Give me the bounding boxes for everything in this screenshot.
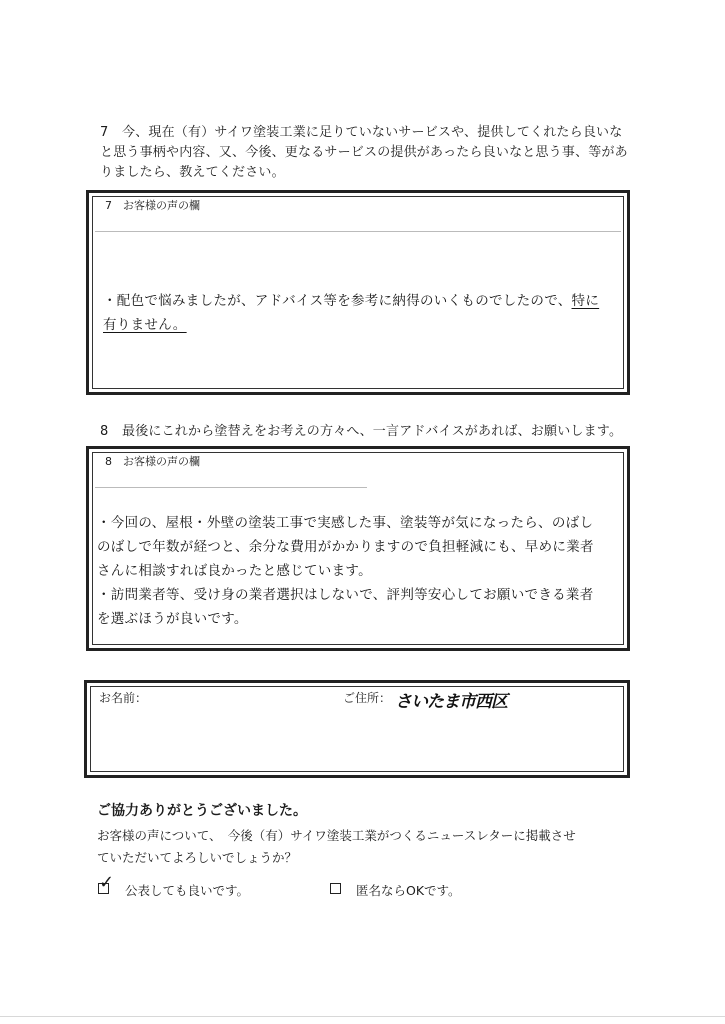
address-label: ご住所： (343, 691, 392, 705)
option-anonymous-label: 匿名ならOKです。 (356, 883, 461, 898)
box-7-answer-underlined-2: 有りません。 (103, 317, 187, 333)
box-7-answer-text: ・配色で悩みましたが、アドバイス等を参考に納得のいくものでしたので、 (103, 293, 572, 309)
question-7-number: 7 (100, 125, 109, 140)
question-7-text: 今、現在（有）サイワ塗装工業に足りていないサービスや、提供してくれたら良いなと思う事柄や内容、又、今後、更なるサービスの提供があったら良いなと思う事、等がありましたら、教えてください。 (100, 125, 628, 180)
option-anonymous-checkbox[interactable] (330, 883, 341, 894)
option-publish[interactable] (97, 872, 327, 900)
question-8-text: 最後にこれから塗替えをお考えの方々へ、一言アドバイスがあれば、お願いします。 (122, 424, 623, 439)
option-anonymous[interactable] (330, 876, 530, 900)
question-8 (100, 422, 630, 442)
thanks-message: ご協力ありがとうございました。 (97, 803, 307, 819)
box-8-answer-line: のばしで年数が経つと、余分な費用がかかりますので負担軽減にも、早めに業者 (97, 539, 594, 555)
option-publish-label: 公表しても良いです。 (125, 883, 250, 898)
publication-question-line: お客様の声について、 今後（有）サイワ塗装工業がつくるニュースレターに掲載させ (97, 828, 576, 843)
address-value: さいたま市西区 (395, 692, 507, 712)
box-8-answer-line: さんに相談すれば良かったと感じています。 (97, 563, 372, 579)
box-7-divider (95, 231, 621, 232)
box-7-answer-underlined-1: 特に (571, 293, 600, 309)
publication-question-line: ていただいてよろしいでしょうか？ (97, 850, 298, 865)
customer-info-box (84, 680, 630, 778)
publication-question (97, 825, 637, 869)
box-8-title: 8 お客様の声の欄 (105, 455, 200, 468)
box-8-answer-line: ・今回の、屋根・外壁の塗装工事で実感した事、塗装等が気になったら、のばし (97, 515, 594, 531)
question-8-number: 8 (100, 424, 109, 439)
customer-voice-box-8 (86, 446, 630, 651)
box-8-divider (95, 487, 367, 488)
customer-voice-box-7 (86, 190, 630, 395)
box-8-answer-line: を選ぶほうが良いです。 (97, 611, 248, 627)
box-8-answer (97, 511, 627, 631)
box-7-title: 7 お客様の声の欄 (105, 199, 200, 212)
page-bottom-edge (0, 1016, 725, 1017)
checkmark-icon: ✓ (99, 872, 115, 893)
question-7 (100, 123, 630, 183)
box-7-answer (103, 289, 623, 337)
name-label: お名前： (99, 691, 148, 705)
box-8-answer-line: ・訪問業者等、受け身の業者選択はしないで、評判等安心してお願いできる業者 (97, 587, 594, 603)
